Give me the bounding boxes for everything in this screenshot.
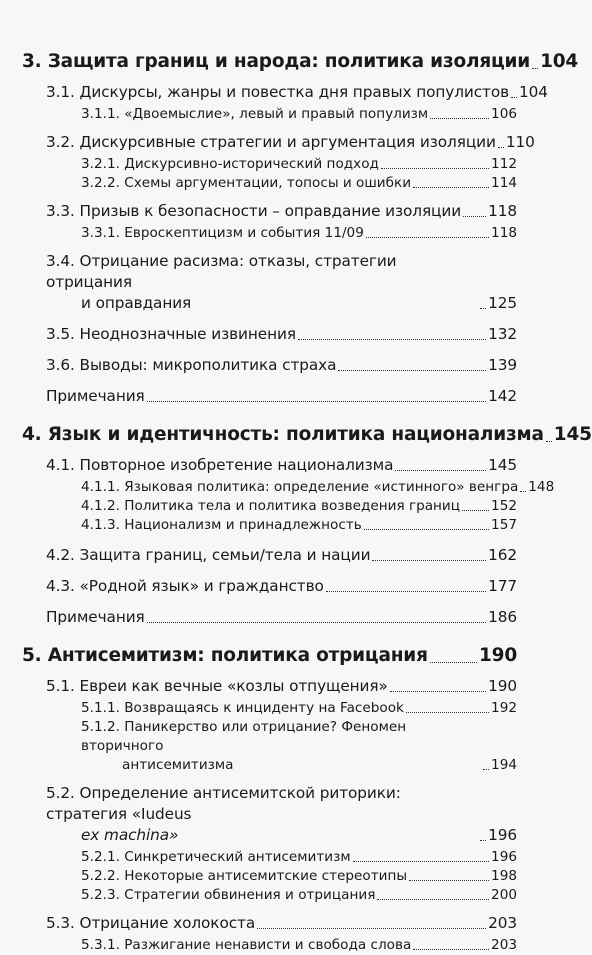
leader-dots	[364, 529, 489, 530]
toc-entry-page: 114	[491, 175, 517, 191]
toc-entry-section	[22, 251, 517, 314]
leader-dots	[366, 237, 489, 238]
toc-entry-section	[22, 132, 535, 153]
leader-dots	[298, 339, 486, 340]
toc-entry-title: 3.6. Выводы: микрополитика страха	[46, 356, 337, 374]
leader-dots	[413, 949, 489, 950]
toc-entry-page: 196	[491, 849, 517, 865]
toc-entry-page: 145	[553, 424, 592, 445]
toc-entry-title: 3. Защита границ и народа: политика изоляции	[22, 51, 531, 72]
toc-entry-page: 177	[488, 577, 517, 595]
toc-entry-page: 152	[491, 498, 517, 514]
toc-entry-subsection	[22, 155, 517, 174]
toc-entry-section	[22, 82, 548, 103]
toc-entry-subsection	[22, 886, 517, 905]
toc-entry-title: 5. Антисемитизм: политика отрицания	[22, 645, 428, 666]
toc-entry-title: 3.1. Дискурсы, жанры и повестка дня правых популистов	[46, 83, 510, 101]
toc-entry-page: 194	[491, 757, 517, 773]
leader-dots	[147, 401, 486, 402]
toc-entry-page: 157	[491, 517, 517, 533]
toc-entry-title: 5.3. Отрицание холокоста	[46, 914, 256, 932]
leader-dots	[395, 470, 486, 471]
toc-entry-notes	[22, 386, 517, 407]
toc-entry-title: 3.2. Дискурсивные стратегии и аргументация изоляции	[46, 133, 496, 151]
leader-dots	[546, 441, 552, 442]
toc-entry-title-line1: 3.4. Отрицание расизма: отказы, стратегии отрицания	[46, 252, 397, 291]
toc-entry-title: 3.5. Неоднозначные извинения	[46, 325, 296, 343]
toc-entry-subsection	[22, 224, 517, 243]
toc-entry-page: 142	[488, 387, 517, 405]
toc-entry-subsection	[22, 936, 517, 955]
toc-entry-page: 106	[491, 106, 517, 122]
toc-entry-chapter	[22, 644, 517, 668]
toc-entry-subsection	[22, 174, 517, 193]
toc-entry-page: 196	[488, 826, 517, 844]
toc-entry-section	[22, 576, 517, 597]
toc-entry-title	[81, 718, 481, 775]
toc-entry-subsection	[22, 478, 555, 497]
toc-entry-page: 190	[488, 677, 517, 695]
toc-entry-page: 192	[491, 700, 517, 716]
toc-entry-page: 162	[488, 546, 517, 564]
leader-dots	[532, 68, 538, 69]
leader-dots	[520, 491, 526, 492]
toc-entry-chapter	[22, 423, 592, 447]
toc-entry-subsection	[22, 516, 517, 535]
leader-dots	[257, 928, 486, 929]
toc-entry-section	[22, 455, 517, 476]
leader-dots	[390, 691, 486, 692]
toc-entry-title: 3.1.1. «Двоемыслие», левый и правый популизм	[81, 106, 429, 122]
toc-entry-page: 112	[491, 156, 517, 172]
toc-entry-section	[22, 355, 517, 376]
toc-entry-title-line1: 5.1.2. Паникерство или отрицание? Феномен вторичного	[81, 719, 407, 754]
toc-entry-page: 148	[528, 479, 555, 495]
leader-dots	[381, 168, 489, 169]
toc-entry-page: 203	[491, 937, 517, 953]
toc-entry-page: 104	[519, 83, 548, 101]
toc-entry-title: 5.2.1. Синкретический антисемитизм	[81, 849, 351, 865]
toc-entry-title-line2: ex machina»	[81, 826, 179, 844]
toc-entry-page: 104	[540, 51, 579, 72]
leader-dots	[406, 712, 489, 713]
leader-dots	[372, 560, 486, 561]
toc-entry-title: 4.1.2. Политика тела и политика возведения границ	[81, 498, 461, 514]
toc-entry-page: 190	[478, 645, 517, 666]
toc-entry-title: 4.1.1. Языковая политика: определение «истинного» венгра	[81, 479, 519, 495]
toc-entry-page: 110	[505, 133, 535, 151]
toc-entry-title: Примечания	[46, 608, 145, 626]
toc-entry-page: 118	[488, 202, 517, 220]
leader-dots	[338, 370, 486, 371]
toc-entry-page: 203	[488, 914, 517, 932]
toc-entry-notes	[22, 607, 517, 628]
toc-entry-title: 3.2.2. Схемы аргументации, топосы и ошибки	[81, 175, 412, 191]
leader-dots	[480, 308, 486, 309]
toc-entry-subsection	[22, 699, 517, 718]
toc-entry-title: 5.3.1. Разжигание ненависти и свобода слова	[81, 937, 412, 953]
toc-entry-title: 5.1. Евреи как вечные «козлы отпущения»	[46, 677, 388, 695]
toc-entry-section	[22, 545, 517, 566]
toc-entry-page: 118	[491, 225, 517, 241]
toc-entry-section	[22, 324, 517, 345]
toc-entry-title-line2: и оправдания	[81, 294, 192, 312]
toc-entry-page: 186	[488, 608, 517, 626]
toc-entry-title: 4.1.3. Национализм и принадлежность	[81, 517, 362, 533]
toc-entry-title	[46, 783, 478, 846]
toc-entry-title	[46, 251, 478, 314]
toc-entry-title: 5.2.2. Некоторые антисемитские стереотипы	[81, 868, 408, 884]
toc-entry-title: 4.1. Повторное изобретение национализма	[46, 456, 394, 474]
toc-entry-section	[22, 201, 517, 222]
toc-entry-subsection	[22, 497, 517, 516]
leader-dots	[377, 899, 489, 900]
leader-dots	[326, 591, 486, 592]
toc-entry-subsection	[22, 718, 517, 775]
leader-dots	[480, 840, 486, 841]
toc-entry-page: 132	[488, 325, 517, 343]
leader-dots	[413, 187, 489, 188]
toc-entry-title: 5.2.3. Стратегии обвинения и отрицания	[81, 887, 376, 903]
toc-entry-page: 145	[488, 456, 517, 474]
toc-entry-chapter	[22, 50, 579, 74]
leader-dots	[147, 622, 486, 623]
toc-entry-title: Примечания	[46, 387, 145, 405]
toc-entry-title: 3.3.1. Евроскептицизм и события 11/09	[81, 225, 364, 241]
toc-entry-section	[22, 913, 517, 934]
toc-entry-section	[22, 783, 517, 846]
toc-entry-title: 3.2.1. Дискурсивно-исторический подход	[81, 156, 379, 172]
toc-entry-page: 139	[488, 356, 517, 374]
toc-entry-title: 5.1.1. Возвращаясь к инциденту на Facebook	[81, 700, 404, 716]
leader-dots	[462, 510, 489, 511]
leader-dots	[409, 880, 489, 881]
leader-dots	[498, 147, 504, 148]
leader-dots	[511, 97, 517, 98]
leader-dots	[353, 861, 489, 862]
toc-entry-title: 4.3. «Родной язык» и гражданство	[46, 577, 324, 595]
toc-entry-title-line2: антисемитизма	[122, 757, 234, 773]
leader-dots	[483, 769, 489, 770]
toc-entry-subsection	[22, 848, 517, 867]
toc-entry-page: 125	[488, 294, 517, 312]
toc-entry-title: 3.3. Призыв к безопасности – оправдание изоляции	[46, 202, 462, 220]
toc-entry-page: 200	[491, 887, 517, 903]
toc-entry-section	[22, 676, 517, 697]
toc-entry-title: 4. Язык и идентичность: политика национализма	[22, 424, 544, 445]
toc-entry-title-line1: 5.2. Определение антисемитской риторики: стратегия «Iudeus	[46, 784, 401, 823]
toc-entry-subsection	[22, 867, 517, 886]
leader-dots	[463, 216, 486, 217]
toc-entry-page: 198	[491, 868, 517, 884]
toc-entry-subsection	[22, 105, 517, 124]
toc-entry-title: 4.2. Защита границ, семьи/тела и нации	[46, 546, 371, 564]
leader-dots	[430, 662, 477, 663]
leader-dots	[430, 118, 489, 119]
